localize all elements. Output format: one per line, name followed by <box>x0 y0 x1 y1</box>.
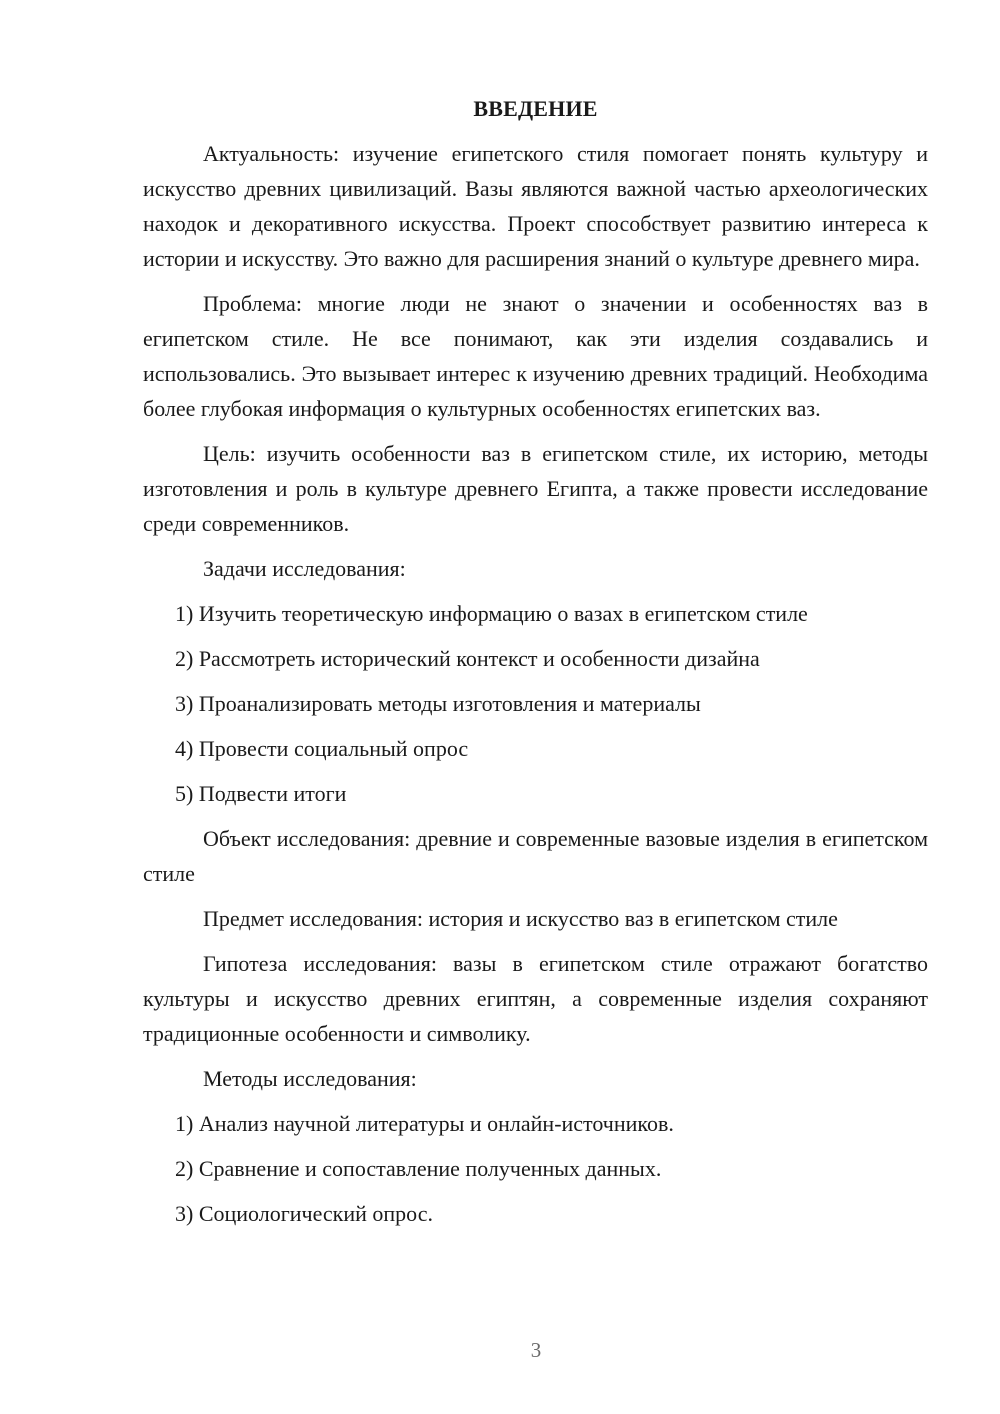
subject-paragraph: Предмет исследования: история и искусство ваз в египетском стиле <box>203 906 838 931</box>
list-item: 1) Анализ научной литературы и онлайн-источников. <box>175 1111 674 1136</box>
list-item: 5) Подвести итоги <box>175 781 347 806</box>
object-paragraph: Объект исследования: древние и современные вазовые изделия в египетском стиле <box>143 826 928 886</box>
list-item: 2) Сравнение и сопоставление полученных данных. <box>175 1156 662 1181</box>
hypothesis-paragraph: Гипотеза исследования: вазы в египетском стиле отражают богатство культуры и искусство древних египтян, а современные изделия сохраняют традиционные особенности и символику. <box>143 951 928 1046</box>
page-content <box>143 92 928 1241</box>
tasks-label: Задачи исследования: <box>203 556 406 581</box>
page-number: 3 <box>530 1338 542 1362</box>
list-item: 3) Социологический опрос. <box>175 1201 433 1226</box>
goal-paragraph: Цель: изучить особенности ваз в египетском стиле, их историю, методы изготовления и роль в культуре древнего Египта, а также провести исследование среди современников. <box>143 441 928 536</box>
methods-label: Методы исследования: <box>203 1066 417 1091</box>
list-item: 2) Рассмотреть исторический контекст и особенности дизайна <box>175 646 760 671</box>
tasks-list <box>143 596 928 811</box>
section-heading: ВВЕДЕНИЕ <box>473 96 598 121</box>
list-item: 4) Провести социальный опрос <box>175 736 469 761</box>
list-item: 3) Проанализировать методы изготовления и материалы <box>175 691 701 716</box>
list-item: 1) Изучить теоретическую информацию о вазах в египетском стиле <box>175 601 808 626</box>
relevance-paragraph: Актуальность: изучение египетского стиля помогает понять культуру и искусство древних цивилизаций. Вазы являются важной частью археологических находок и декоративного искусства. Проект способствует развитию интереса к истории и искусству. Это важно для расширения знаний о культуре древнего мира. <box>143 141 928 271</box>
methods-list <box>143 1106 928 1231</box>
problem-paragraph: Проблема: многие люди не знают о значении и особенностях ваз в египетском стиле. Не все понимают, как эти изделия создавались и использовались. Это вызывает интерес к изучению древних традиций. Необходима более глубокая информация о культурных особенностях египетских ваз. <box>143 291 928 421</box>
